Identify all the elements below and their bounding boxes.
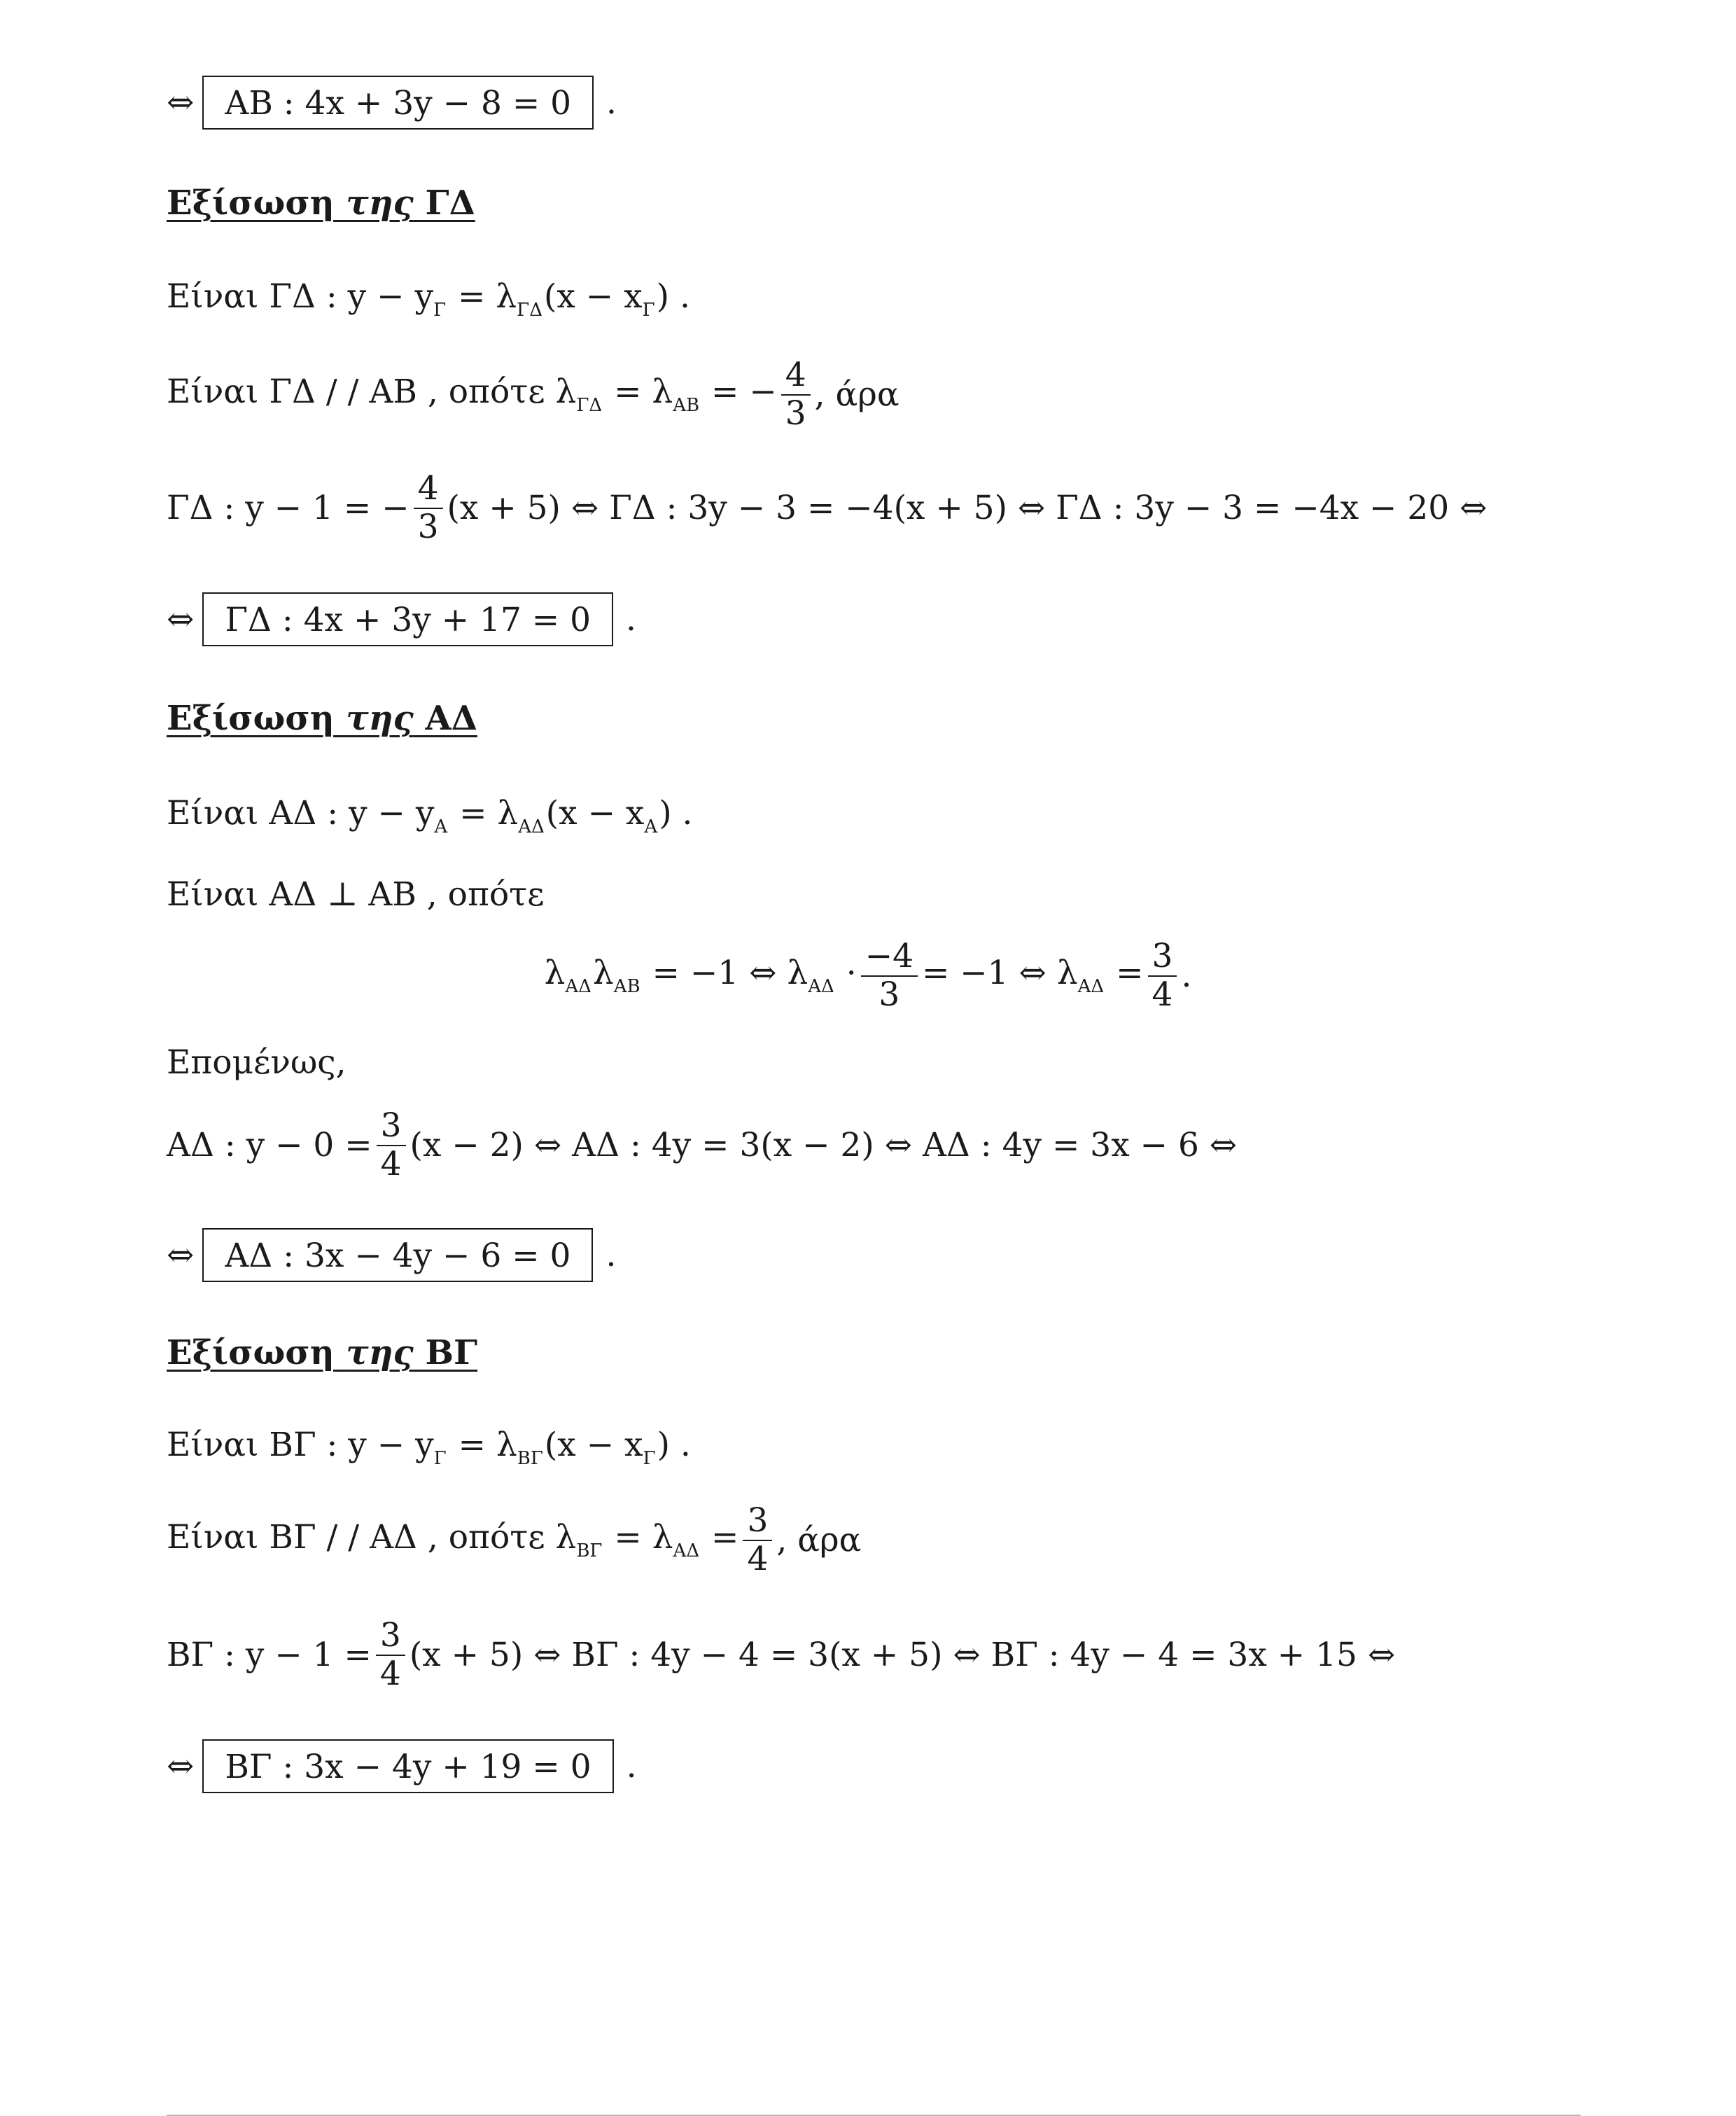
ad-derivation-line xyxy=(167,1108,1237,1183)
text: Είναι ΓΔ / / AB , οπότε λ xyxy=(167,372,577,411)
subscript: Γ xyxy=(433,300,447,321)
text: λ xyxy=(592,953,614,992)
equivalence-arrow: ⇔ xyxy=(167,600,195,639)
period: . xyxy=(606,1236,617,1274)
text: (x − x xyxy=(544,1426,643,1464)
heading-word: Εξίσωση xyxy=(167,699,335,738)
text: ) . xyxy=(656,277,690,316)
period: . xyxy=(626,600,636,639)
heading-word: Εξίσωση xyxy=(167,183,335,223)
heading-article: της xyxy=(346,699,414,738)
subscript: Γ xyxy=(433,1448,447,1469)
text: (x − x xyxy=(545,794,645,833)
heading-bg xyxy=(167,1333,477,1372)
denominator: 3 xyxy=(417,507,439,546)
result-ad-line xyxy=(167,1228,616,1282)
heading-word: Εξίσωση xyxy=(167,1333,335,1372)
subscript: ΑΔ xyxy=(565,975,592,997)
numerator: 4 xyxy=(781,357,811,396)
denominator: 4 xyxy=(380,1144,402,1183)
subscript: ΓΔ xyxy=(517,300,542,321)
period: . xyxy=(606,83,617,122)
result-gd-line xyxy=(167,592,636,646)
gd-derivation-line xyxy=(167,471,1488,545)
heading-line-name: ΓΔ xyxy=(425,183,475,223)
text: ) . xyxy=(659,794,693,833)
heading-line-name: ΒΓ xyxy=(425,1333,478,1372)
ad-line-form xyxy=(167,794,693,837)
subscript: ΒΓ xyxy=(576,1540,603,1561)
ad-perp-line xyxy=(167,875,545,914)
text: ) . xyxy=(657,1426,691,1464)
fraction xyxy=(1148,938,1177,1013)
period: . xyxy=(626,1747,637,1786)
fraction xyxy=(414,471,443,545)
text: Είναι ΒΓ : y − y xyxy=(167,1426,434,1464)
boxed-equation-gd: ΓΔ : 4x + 3y + 17 = 0 xyxy=(202,592,613,646)
equivalence-arrow: ⇔ xyxy=(167,83,195,122)
subscript: ΑΔ xyxy=(673,1540,700,1561)
gd-line-form xyxy=(167,277,690,321)
text: ΑΔ : y − 0 = xyxy=(167,1126,372,1165)
subscript: A xyxy=(644,816,658,837)
text: . xyxy=(1181,956,1192,996)
equivalence-arrow: ⇔ xyxy=(167,1236,195,1274)
text: = λ xyxy=(447,1426,517,1464)
text: = λ xyxy=(447,277,517,316)
bg-derivation-line xyxy=(167,1617,1395,1692)
subscript: ΒΓ xyxy=(517,1448,543,1469)
text: Είναι ΑΔ : y − y xyxy=(167,794,435,833)
text: (x − 2) ⇔ ΑΔ : 4y = 3(x − 2) ⇔ ΑΔ : 4y = 3x − 6 ⇔ xyxy=(410,1126,1238,1165)
denominator: 4 xyxy=(379,1654,401,1693)
ad-therefore xyxy=(167,1043,346,1082)
text: ΓΔ : y − 1 = − xyxy=(167,489,410,528)
bg-line-form xyxy=(167,1428,691,1468)
text: ΒΓ : y − 1 = xyxy=(167,1636,372,1675)
fraction xyxy=(377,1108,406,1183)
text: λ xyxy=(544,953,566,992)
numerator: 3 xyxy=(376,1617,405,1656)
equivalence-arrow: ⇔ xyxy=(167,1747,195,1786)
text: (x + 5) ⇔ ΓΔ : 3y − 3 = −4(x + 5) ⇔ ΓΔ : 3y − 3 = −4x − 20 ⇔ xyxy=(447,489,1488,528)
subscript: Γ xyxy=(643,1448,656,1469)
result-bg-line xyxy=(167,1739,637,1793)
text: · xyxy=(835,953,857,992)
fraction xyxy=(861,938,918,1013)
text: , άρα xyxy=(776,1521,862,1560)
bg-slope-line xyxy=(167,1503,861,1578)
heading-line-name: ΑΔ xyxy=(425,699,477,738)
result-ab-line xyxy=(167,76,617,130)
text: = − xyxy=(701,372,777,411)
text: , άρα xyxy=(814,375,899,415)
numerator: 3 xyxy=(377,1108,406,1146)
denominator: 4 xyxy=(1152,975,1173,1014)
boxed-equation-ad: ΑΔ : 3x − 4y − 6 = 0 xyxy=(202,1228,593,1282)
subscript: A xyxy=(434,816,448,837)
ad-slope-equation xyxy=(0,938,1736,1013)
numerator: 4 xyxy=(414,471,443,509)
text: = −1 ⇔ λ xyxy=(921,953,1078,992)
text: (x − x xyxy=(544,277,643,316)
text: Είναι ΓΔ : y − y xyxy=(167,277,434,316)
subscript: ΑΔ xyxy=(518,816,545,837)
text: Είναι ΑΔ ⊥ AB , οπότε xyxy=(167,875,545,914)
subscript: ΓΔ xyxy=(576,394,603,416)
text: = xyxy=(1105,953,1144,992)
heading-ad xyxy=(167,699,477,738)
numerator: −4 xyxy=(861,938,918,977)
boxed-equation-ab: AB : 4x + 3y − 8 = 0 xyxy=(202,76,594,130)
text: (x + 5) ⇔ ΒΓ : 4y − 4 = 3(x + 5) ⇔ ΒΓ : 4y − 4 = 3x + 15 ⇔ xyxy=(409,1636,1396,1675)
boxed-equation-bg: ΒΓ : 3x − 4y + 19 = 0 xyxy=(202,1739,613,1793)
text: Είναι ΒΓ / / ΑΔ , οπότε λ xyxy=(167,1517,577,1557)
subscript: AB xyxy=(673,394,700,416)
text: = λ xyxy=(603,372,673,411)
heading-article: της xyxy=(346,183,414,223)
text: = λ xyxy=(603,1517,673,1557)
subscript: AB xyxy=(613,975,640,997)
denominator: 3 xyxy=(878,975,900,1014)
gd-slope-line xyxy=(167,357,899,432)
numerator: 3 xyxy=(1148,938,1177,977)
heading-gd xyxy=(167,183,475,223)
subscript: ΑΔ xyxy=(1077,975,1105,997)
denominator: 4 xyxy=(747,1539,769,1578)
text: = xyxy=(701,1517,739,1557)
text: = −1 ⇔ λ xyxy=(641,953,808,992)
text: Επομένως, xyxy=(167,1043,346,1082)
numerator: 3 xyxy=(743,1503,772,1541)
subscript: Γ xyxy=(642,300,655,321)
fraction xyxy=(743,1503,772,1578)
text: = λ xyxy=(449,794,519,833)
fraction xyxy=(376,1617,405,1692)
heading-article: της xyxy=(346,1333,414,1372)
fraction xyxy=(781,357,811,432)
subscript: ΑΔ xyxy=(808,975,834,997)
denominator: 3 xyxy=(785,394,806,433)
